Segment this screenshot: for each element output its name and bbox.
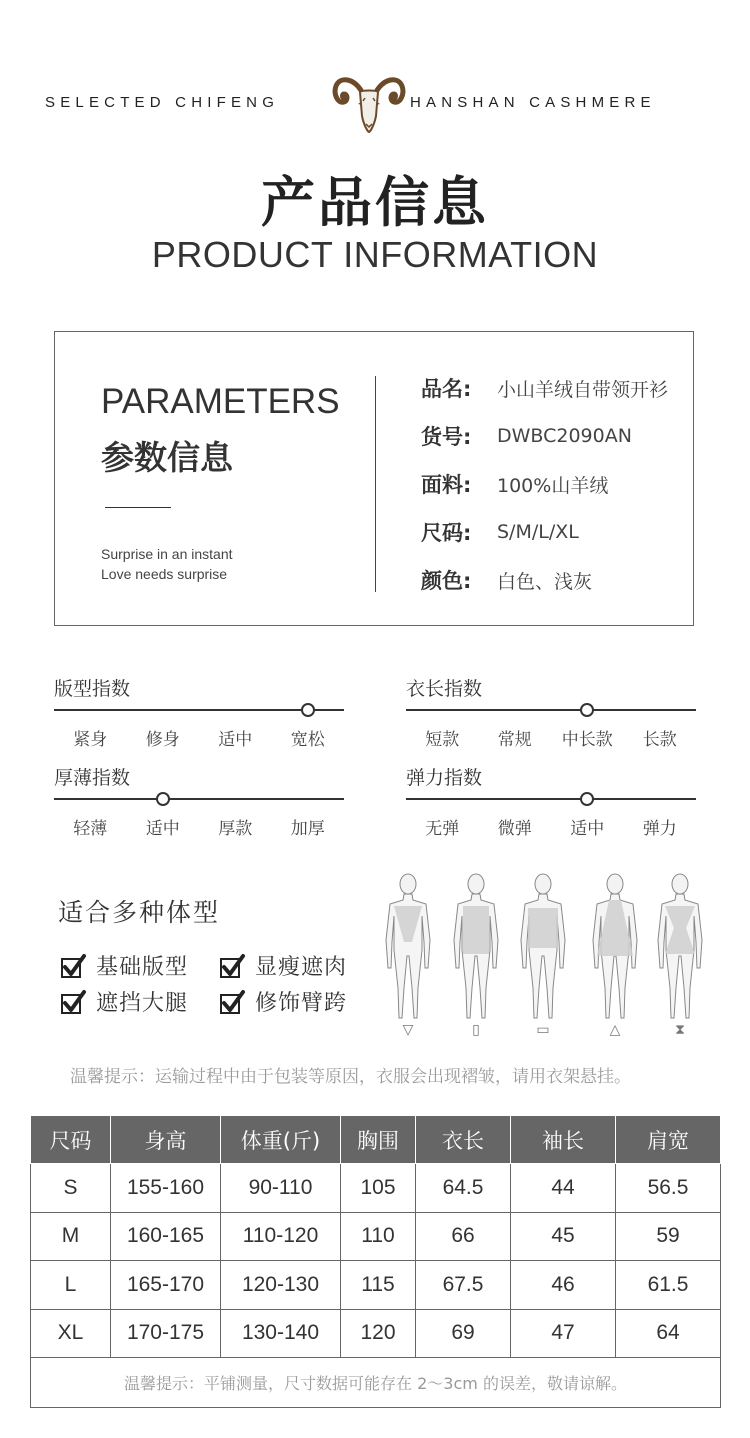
index-label: 短款 bbox=[425, 730, 460, 750]
index-label: 厚款 bbox=[218, 819, 253, 839]
fit-index bbox=[54, 674, 344, 750]
index-track bbox=[406, 798, 696, 800]
param-key: 颜色: bbox=[421, 569, 472, 593]
fit-feature-label: 遮挡大腿 bbox=[96, 991, 189, 1016]
param-row-color bbox=[421, 565, 592, 595]
header-cell: 体重(斤) bbox=[221, 1116, 341, 1164]
panel-divider bbox=[375, 376, 376, 592]
table-cell: 105 bbox=[341, 1164, 416, 1213]
body-figure-x bbox=[658, 874, 702, 1018]
table-cell: 69 bbox=[416, 1309, 511, 1358]
i-shape-icon: ▯ bbox=[472, 1022, 480, 1038]
parameters-heading-en: PARAMETERS bbox=[101, 382, 340, 421]
header-cell: 身高 bbox=[111, 1116, 221, 1164]
v-shape-icon: ▽ bbox=[402, 1022, 414, 1038]
size-table bbox=[30, 1115, 721, 1408]
index-title: 厚薄指数 bbox=[54, 767, 131, 789]
param-value: DWBC2090AN bbox=[497, 425, 632, 447]
param-row-sku bbox=[421, 421, 632, 451]
param-key: 货号: bbox=[421, 425, 472, 449]
index-labels bbox=[54, 814, 344, 839]
index-label: 修身 bbox=[145, 730, 180, 750]
checkbox-checked-icon bbox=[219, 989, 245, 1015]
index-label: 无弹 bbox=[425, 819, 460, 839]
table-cell: 120 bbox=[341, 1309, 416, 1358]
index-labels bbox=[54, 725, 344, 750]
header-cell: 肩宽 bbox=[616, 1116, 721, 1164]
slogan-line-2: Love needs surprise bbox=[101, 566, 228, 582]
table-cell: 45 bbox=[511, 1212, 616, 1261]
table-row bbox=[31, 1212, 721, 1261]
table-row bbox=[31, 1309, 721, 1358]
table-cell: 130-140 bbox=[221, 1309, 341, 1358]
index-marker bbox=[580, 703, 594, 717]
table-cell: 61.5 bbox=[616, 1261, 721, 1310]
table-cell: 66 bbox=[416, 1212, 511, 1261]
index-label: 适中 bbox=[570, 819, 605, 839]
fit-feature bbox=[60, 950, 188, 981]
index-title: 衣长指数 bbox=[406, 678, 483, 700]
param-key: 面料: bbox=[421, 473, 472, 497]
index-marker bbox=[301, 703, 315, 717]
thickness-index bbox=[54, 763, 344, 839]
index-track bbox=[406, 709, 696, 711]
measurement-note: 温馨提示：平铺测量，尺寸数据可能存在 2～3cm 的误差，敬请谅解。 bbox=[31, 1358, 721, 1408]
table-cell: 115 bbox=[341, 1261, 416, 1310]
index-label: 弹力 bbox=[642, 819, 677, 839]
index-title: 弹力指数 bbox=[406, 767, 483, 789]
ram-head-logo-icon bbox=[332, 74, 406, 136]
index-label: 轻薄 bbox=[73, 819, 108, 839]
header-cell: 衣长 bbox=[416, 1116, 511, 1164]
index-title: 版型指数 bbox=[54, 678, 131, 700]
table-cell: L bbox=[31, 1261, 111, 1310]
fit-feature-label: 修饰臂跨 bbox=[255, 991, 348, 1016]
table-cell: 64 bbox=[616, 1309, 721, 1358]
page-title-en: PRODUCT INFORMATION bbox=[151, 234, 599, 275]
table-cell: 155-160 bbox=[111, 1164, 221, 1213]
index-marker bbox=[580, 792, 594, 806]
parameters-panel bbox=[54, 331, 694, 626]
table-cell: 59 bbox=[616, 1212, 721, 1261]
index-label: 适中 bbox=[218, 730, 253, 750]
param-value: 白色、浅灰 bbox=[497, 570, 593, 593]
param-row-name bbox=[421, 373, 668, 403]
table-cell: 67.5 bbox=[416, 1261, 511, 1310]
table-cell: 90-110 bbox=[221, 1164, 341, 1213]
table-cell: 160-165 bbox=[111, 1212, 221, 1261]
index-label: 微弹 bbox=[497, 819, 532, 839]
table-cell: 44 bbox=[511, 1164, 616, 1213]
index-label: 长款 bbox=[642, 730, 677, 750]
index-label: 加厚 bbox=[290, 819, 325, 839]
index-marker bbox=[156, 792, 170, 806]
table-cell: 56.5 bbox=[616, 1164, 721, 1213]
param-key: 品名: bbox=[421, 377, 472, 401]
heading-underline bbox=[105, 507, 171, 508]
parameters-heading-cn: 参数信息 bbox=[101, 438, 233, 477]
brand-header bbox=[0, 74, 750, 136]
index-label: 适中 bbox=[145, 819, 180, 839]
param-value: 小山羊绒自带领开衫 bbox=[497, 378, 669, 401]
table-cell: 110-120 bbox=[221, 1212, 341, 1261]
index-label: 常规 bbox=[497, 730, 532, 750]
table-cell: 120-130 bbox=[221, 1261, 341, 1310]
checkbox-checked-icon bbox=[60, 953, 86, 979]
h-shape-icon: ▭ bbox=[536, 1022, 550, 1038]
a-shape-icon: △ bbox=[609, 1022, 621, 1038]
table-row bbox=[31, 1261, 721, 1310]
table-cell: 165-170 bbox=[111, 1261, 221, 1310]
fit-feature bbox=[219, 950, 347, 981]
size-table-header bbox=[31, 1116, 721, 1164]
body-figure-i bbox=[454, 874, 498, 1018]
body-figure-v bbox=[386, 874, 430, 1018]
header-cell: 胸围 bbox=[341, 1116, 416, 1164]
header-cell: 尺码 bbox=[31, 1116, 111, 1164]
x-shape-icon: ⧗ bbox=[675, 1022, 685, 1038]
brand-left-text: SELECTED CHIFENG bbox=[45, 94, 280, 111]
fit-feature bbox=[219, 986, 347, 1017]
table-row bbox=[31, 1164, 721, 1213]
index-label: 宽松 bbox=[290, 730, 325, 750]
page-title-cn: 产品信息 bbox=[261, 171, 489, 234]
fit-feature-label: 基础版型 bbox=[96, 955, 189, 980]
param-value: S/M/L/XL bbox=[497, 521, 579, 543]
brand-right-text: HANSHAN CASHMERE bbox=[410, 94, 656, 111]
table-cell: XL bbox=[31, 1309, 111, 1358]
table-cell: M bbox=[31, 1212, 111, 1261]
table-cell: S bbox=[31, 1164, 111, 1213]
index-label: 中长款 bbox=[561, 730, 613, 750]
fit-feature bbox=[60, 986, 188, 1017]
length-index bbox=[406, 674, 696, 750]
elasticity-index bbox=[406, 763, 696, 839]
index-track bbox=[54, 798, 344, 800]
table-cell: 110 bbox=[341, 1212, 416, 1261]
body-type-title: 适合多种体型 bbox=[58, 898, 221, 927]
param-row-fabric bbox=[421, 469, 608, 499]
checkbox-checked-icon bbox=[60, 989, 86, 1015]
body-figure-a bbox=[593, 874, 637, 1018]
table-cell: 64.5 bbox=[416, 1164, 511, 1213]
care-tip: 温馨提示：运输过程中由于包装等原因，衣服会出现褶皱，请用衣架悬挂。 bbox=[70, 1067, 631, 1087]
index-labels bbox=[406, 814, 696, 839]
param-key: 尺码: bbox=[421, 521, 472, 545]
fit-feature-label: 显瘦遮肉 bbox=[255, 955, 348, 980]
checkbox-checked-icon bbox=[219, 953, 245, 979]
table-cell: 170-175 bbox=[111, 1309, 221, 1358]
header-cell: 袖长 bbox=[511, 1116, 616, 1164]
param-value: 100%山羊绒 bbox=[497, 474, 609, 497]
param-row-size bbox=[421, 517, 579, 547]
table-cell: 46 bbox=[511, 1261, 616, 1310]
body-figure-h bbox=[521, 874, 565, 1018]
body-shape-figures bbox=[380, 870, 715, 1040]
index-labels bbox=[406, 725, 696, 750]
slogan-line-1: Surprise in an instant bbox=[101, 546, 233, 562]
table-cell: 47 bbox=[511, 1309, 616, 1358]
table-note-row bbox=[31, 1358, 721, 1408]
index-label: 紧身 bbox=[73, 730, 108, 750]
